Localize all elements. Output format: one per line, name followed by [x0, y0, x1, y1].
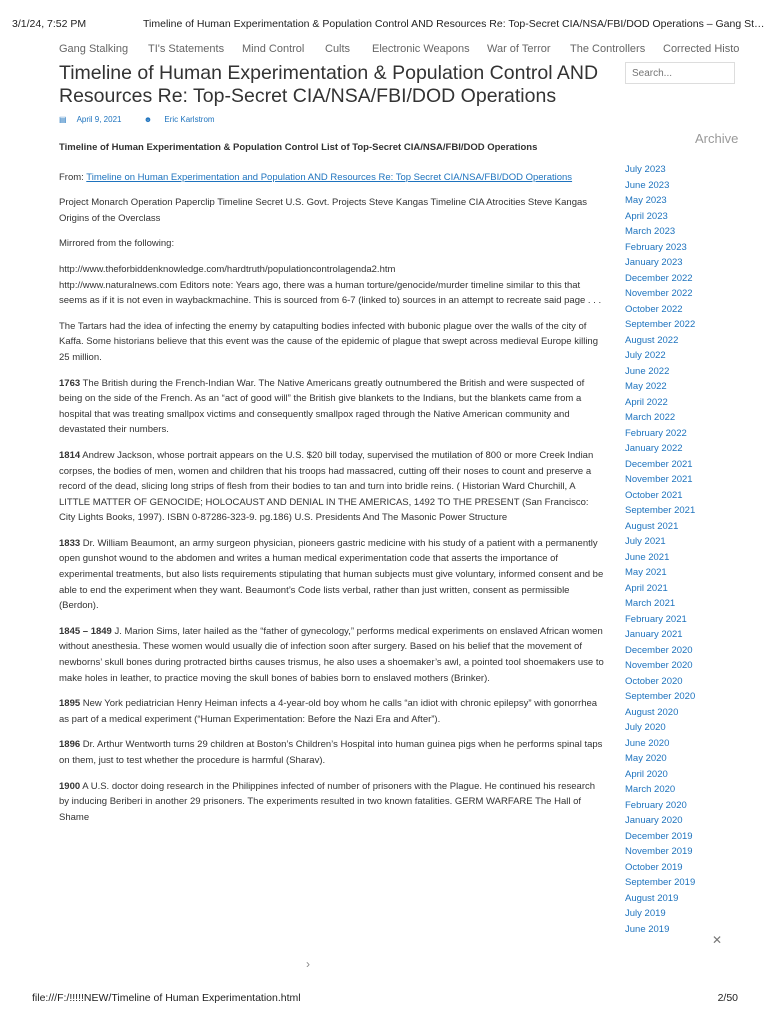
entry-text: Dr. William Beaumont, an army surgeon physician, pioneers gastric medicine with his study of a patient with a permanently open gunshot wound to the abdomen and writes a human medical experimentation code that asserts the importance of experimental treatments, but also lists requirements stipulating that human subjects must give voluntary, informed consent and be able to end the experiment when they want. Beaumont’s Code lists verbal, rather than just written, consent as permissible (Berdon). — [59, 537, 604, 612]
archive-item — [625, 364, 745, 380]
archive-item — [625, 674, 745, 690]
source-urls-note: http://www.theforbiddenknowledge.com/hardtruth/populationcontrolagenda2.htm http://www.naturalnews.com Editors note: Years ago, there was a human torture/genocide/murder timeline similar to this that seems as if it is not even in waybackmachine. This is sourced from 6-7 (linked to) sources in an attempt to recreate said page . . . — [59, 263, 602, 307]
entry-year: 1814 — [59, 449, 81, 461]
archive-link[interactable]: November 2020 — [625, 660, 693, 671]
search-input[interactable] — [625, 62, 735, 84]
nav-item-war-of-terror[interactable]: War of Terror — [487, 43, 551, 55]
source-line — [59, 170, 607, 186]
archive-item — [625, 829, 745, 845]
nav-item-cults[interactable]: Cults — [325, 43, 351, 55]
archive-link[interactable]: October 2020 — [625, 675, 683, 687]
archive-link[interactable]: December 2019 — [625, 830, 693, 842]
archive-link[interactable]: May 2023 — [625, 195, 667, 206]
timeline-entry — [59, 779, 607, 826]
archive-link[interactable]: April 2020 — [625, 768, 668, 780]
print-file-url: file:///F:/!!!!!NEW/Timeline of Human Experimentation.html — [32, 992, 301, 1004]
archive-link[interactable]: March 2023 — [625, 226, 676, 237]
entry-year: 1845 – 1849 — [59, 625, 112, 637]
print-datetime: 3/1/24, 7:52 PM — [12, 18, 87, 30]
entry-text: Andrew Jackson, whose portrait appears on the U.S. $20 bill today, supervised the mutilation of 800 or more Creek Indian corpses, the bodies of men, women and children that his troops had massacred, cutting off their noses to count and preserve a record of the dead, slicing long strips of flesh from their bodies to tan and turn into bridle reins. ( Historian Ward Churchill, A LITTLE MATTER OF GENOCIDE; HOLOCAUST AND DENIAL IN THE AMERICAS, 1492 TO THE PRESENT (San Francisco: City Lights Books, 1997). ISBN 0-87286-323-9. pg.186) U.S. Presidents And The Masonic Power Structure — [59, 449, 594, 524]
archive-link[interactable]: July 2022 — [625, 350, 666, 361]
entry-year: 1900 — [59, 780, 81, 792]
archive-item — [625, 488, 745, 504]
archive-item — [625, 767, 745, 783]
archive-link[interactable]: January 2023 — [625, 257, 683, 268]
archive-item — [625, 550, 745, 566]
archive-item — [625, 922, 745, 938]
archive-link[interactable]: December 2021 — [625, 458, 693, 470]
post-title: Timeline of Human Experimentation & Population Control AND Resources Re: Top-Secret CIA/NSA/FBI/DOD Operations — [59, 62, 599, 107]
archive-item — [625, 224, 745, 240]
mirrored-note: Mirrored from the following: — [59, 238, 175, 250]
close-icon[interactable]: ✕ — [712, 933, 723, 947]
archive-link[interactable]: January 2022 — [625, 443, 683, 454]
archive-link[interactable]: July 2020 — [625, 722, 666, 733]
archive-link[interactable]: August 2019 — [625, 892, 679, 904]
archive-item — [625, 596, 745, 612]
entry-year: 1833 — [59, 537, 81, 549]
archive-item — [625, 271, 745, 287]
archive-link[interactable]: July 2019 — [625, 908, 666, 919]
from-label: From: — [59, 171, 87, 183]
timeline-entry — [59, 624, 607, 686]
archive-item — [625, 798, 745, 814]
archive-item — [625, 720, 745, 736]
entry-year: 1896 — [59, 739, 81, 751]
archive-item — [625, 643, 745, 659]
archive-link[interactable]: October 2021 — [625, 489, 683, 501]
archive-link[interactable]: June 2021 — [625, 551, 670, 563]
archive-item — [625, 178, 745, 194]
print-header — [0, 0, 768, 44]
nav-item-tis-statements[interactable]: TI's Statements — [148, 43, 225, 55]
archive-item — [625, 875, 745, 891]
archive-item — [625, 891, 745, 907]
entry-text: A U.S. doctor doing research in the Philippines infected of number of prisoners with the Plague. He continued his research by inducing Beriberi in another 29 prisoners. The experiments resulted in two known fatalities. GERM WARFARE The Hall of Shame — [59, 780, 596, 823]
archive-item — [625, 193, 745, 209]
archive-link[interactable]: August 2020 — [625, 706, 679, 718]
archive-link[interactable]: January 2021 — [625, 629, 683, 640]
archive-item — [625, 240, 745, 256]
archive-item — [625, 844, 745, 860]
archive-item — [625, 813, 745, 829]
archive-item — [625, 472, 745, 488]
print-footer — [0, 992, 768, 1012]
archive-link[interactable]: June 2020 — [625, 737, 670, 749]
archive-item — [625, 503, 745, 519]
source-link[interactable]: Timeline on Human Experimentation and Population AND Resources Re: Top Secret CIA/NSA/FBI/DOD Operations — [86, 171, 573, 183]
related-links: Project Monarch Operation Paperclip Timeline Secret U.S. Govt. Projects Steve Kangas Timeline CIA Atrocities Steve Kangas Origins of the Overclass — [59, 197, 588, 224]
archive-link[interactable]: September 2022 — [625, 319, 696, 330]
archive-item — [625, 612, 745, 628]
archive-item — [625, 782, 745, 798]
nav-item-electronic-weapons[interactable]: Electronic Weapons — [372, 43, 470, 55]
archive-link[interactable]: December 2020 — [625, 644, 693, 656]
nav-item-the-controllers[interactable]: The Controllers — [570, 43, 646, 55]
archive-item — [625, 302, 745, 318]
archive-link[interactable]: July 2023 — [625, 164, 666, 175]
nav-item-mind-control[interactable]: Mind Control — [242, 43, 305, 55]
archive-link[interactable]: August 2021 — [625, 520, 679, 532]
archive-item — [625, 736, 745, 752]
archive-link[interactable]: April 2021 — [625, 582, 668, 594]
archive-item — [625, 255, 745, 271]
archive-link[interactable]: February 2022 — [625, 427, 687, 439]
post-meta — [59, 115, 235, 124]
timeline-entry — [59, 696, 607, 727]
archive-item — [625, 441, 745, 457]
nav-item-gang-stalking[interactable]: Gang Stalking — [59, 43, 129, 55]
archive-item — [625, 209, 745, 225]
archive-link[interactable]: June 2023 — [625, 179, 670, 191]
timeline-entry — [59, 376, 607, 438]
archive-item — [625, 705, 745, 721]
post-author-text: Eric Karlstrom — [164, 115, 215, 124]
archive-item — [625, 317, 745, 333]
archive-link[interactable]: March 2020 — [625, 784, 676, 795]
archive-link[interactable]: September 2020 — [625, 691, 696, 702]
post-date-text: April 9, 2021 — [76, 115, 122, 124]
archive-item — [625, 751, 745, 767]
timeline-entry — [59, 536, 607, 614]
archive-item — [625, 333, 745, 349]
archive-item — [625, 581, 745, 597]
entry-text: Dr. Arthur Wentworth turns 29 children at Boston’s Children’s Hospital into human guinea pigs when he performs spinal taps on them, just to test whether the procedure is harmful (Sharav). — [59, 739, 603, 766]
archive-link[interactable]: November 2019 — [625, 846, 693, 857]
archive-item — [625, 534, 745, 550]
intro-heading: Timeline of Human Experimentation & Population Control List of Top-Secret CIA/NSA/FBI/DOD Operations — [59, 142, 538, 153]
post-author[interactable] — [144, 115, 225, 124]
user-icon: ☻ — [143, 115, 155, 124]
archive-item — [625, 519, 745, 535]
tartars-paragraph: The Tartars had the idea of infecting the enemy by catapulting bodies infected with bubonic plague over the walls of the city of Kaffa. Some historians believe that this event was the cause of the epidemic of plague that swept across medieval Europe killing 25 million. — [59, 320, 598, 363]
archive-item — [625, 379, 745, 395]
archive-item — [625, 860, 745, 876]
entry-text: J. Marion Sims, later hailed as the “father of gynecology,” performs medical experiments on enslaved African women without anesthesia. These women would usually die of infection soon after surgery. Based on his belief that the movement of newborns’ skull bones during protracted births causes trismus, he also uses a shoemaker’s awl, a pointed tool shoemakers use to make holes in leather, to practice moving the skull bones of babies born to enslaved mothers (Brinker). — [59, 625, 604, 684]
archives-list — [625, 162, 745, 935]
archive-link[interactable]: August 2022 — [625, 334, 679, 346]
calendar-icon: ▤ — [59, 115, 67, 124]
timeline-entry — [59, 737, 607, 768]
archive-item — [625, 906, 745, 922]
archive-link[interactable]: November 2022 — [625, 288, 693, 299]
archive-item — [625, 565, 745, 581]
archive-link[interactable]: January 2020 — [625, 815, 683, 826]
archive-link[interactable]: April 2023 — [625, 210, 668, 222]
archive-item — [625, 627, 745, 643]
archive-link[interactable]: June 2022 — [625, 365, 670, 377]
archive-link[interactable]: February 2020 — [625, 799, 687, 811]
post-content — [59, 140, 607, 835]
archive-item — [625, 286, 745, 302]
archive-link[interactable]: April 2022 — [625, 396, 668, 408]
archive-item — [625, 658, 745, 674]
nav-item-corrected-history[interactable]: Corrected Histo — [663, 43, 740, 55]
archive-link[interactable]: October 2019 — [625, 861, 683, 873]
archive-link[interactable]: September 2019 — [625, 877, 696, 888]
archive-link[interactable]: June 2019 — [625, 923, 670, 935]
entry-text: The British during the French-Indian War. The Native Americans greatly outnumbered the British and were suspected of being on the side of the French. As an “act of good will” the British give blankets to the Indians, but the blankets came from a hospital that was treating smallpox victims and consequently smallpox raged through the Native American community and devastated their numbers. — [59, 377, 585, 436]
archive-item — [625, 457, 745, 473]
print-page-number: 2/50 — [717, 992, 738, 1004]
archive-item — [625, 689, 745, 705]
archive-link[interactable]: December 2022 — [625, 272, 693, 284]
archive-link[interactable]: November 2021 — [625, 474, 693, 485]
archive-link[interactable]: March 2021 — [625, 598, 676, 609]
timeline-entry — [59, 448, 607, 526]
entry-year: 1763 — [59, 377, 81, 389]
archive-item — [625, 395, 745, 411]
entry-year: 1895 — [59, 698, 81, 710]
entry-text: New York pediatrician Henry Heiman infects a 4-year-old boy whom he calls “an idiot with chronic epilepsy” with gonorrhea as part of a medical experiment (“Human Experimentation: Before the Nazi Era and After”). — [59, 698, 598, 725]
print-page-title: Timeline of Human Experimentation & Population Control AND Resources Re: Top-Secret CIA/NSA/FBI/DOD Operations – Gang St… — [143, 18, 765, 30]
archive-item — [625, 348, 745, 364]
archive-link[interactable]: October 2022 — [625, 303, 683, 315]
archive-item — [625, 426, 745, 442]
archive-link[interactable]: September 2021 — [625, 505, 696, 516]
top-navigation — [0, 40, 740, 60]
archive-item — [625, 162, 745, 178]
post-date[interactable] — [59, 115, 131, 124]
archive-item — [625, 410, 745, 426]
archive-link[interactable]: July 2021 — [625, 536, 666, 547]
archive-link[interactable]: March 2022 — [625, 412, 676, 423]
archives-heading: Archive — [695, 131, 739, 146]
archive-link[interactable]: May 2020 — [625, 753, 667, 764]
archive-link[interactable]: February 2021 — [625, 613, 687, 625]
archive-link[interactable]: May 2022 — [625, 381, 667, 392]
archive-link[interactable]: February 2023 — [625, 241, 687, 253]
chevron-right-icon[interactable]: › — [306, 957, 310, 971]
archive-link[interactable]: May 2021 — [625, 567, 667, 578]
